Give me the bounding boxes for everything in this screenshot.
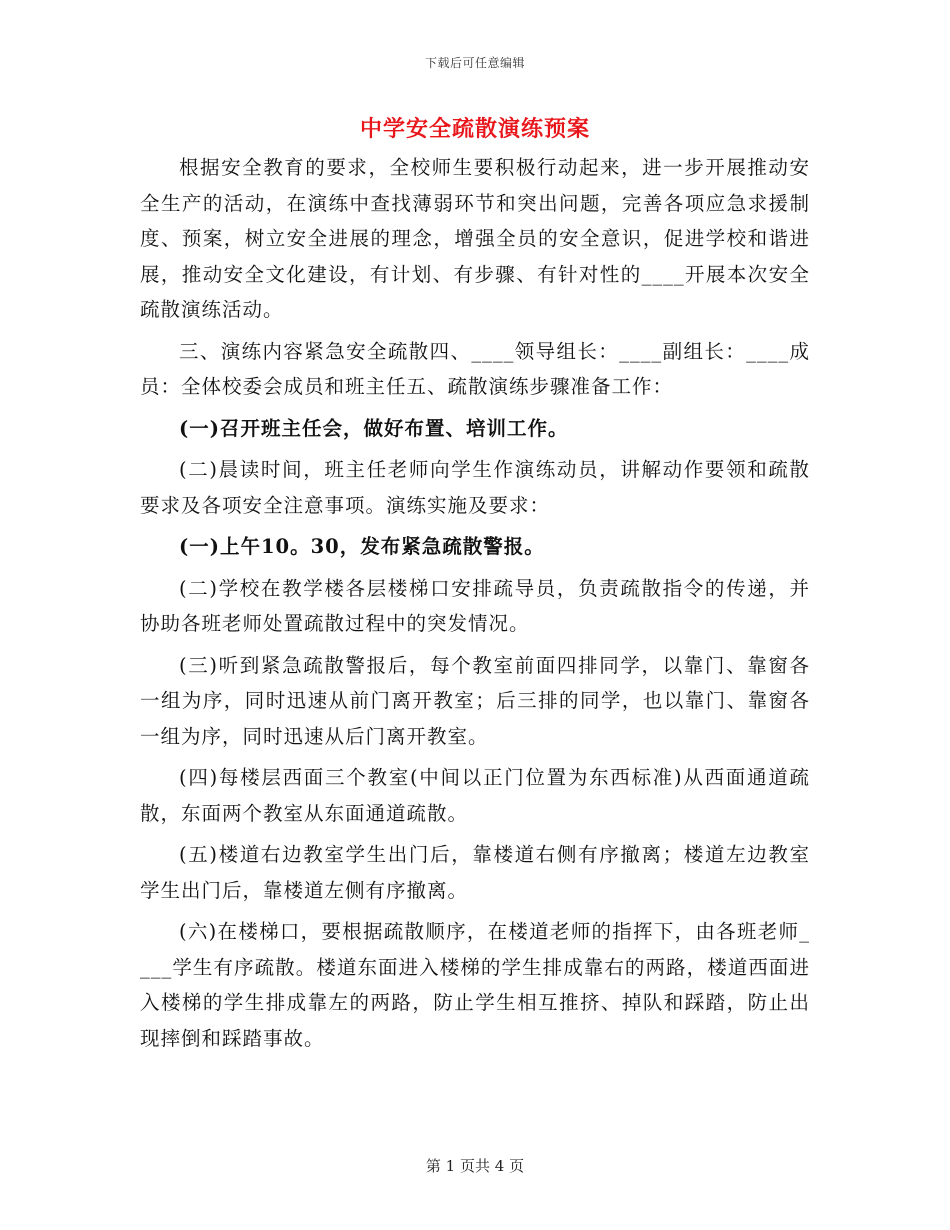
paragraph-step-floor-routes: (四)每楼层西面三个教室(中间以正门位置为东西标准)从西面通道疏散，东面两个教室从东面通道疏散。 <box>140 766 810 825</box>
paragraph-step-guides: (二)学校在教学楼各层楼梯口安排疏导员，负责疏散指令的传递，并协助各班老师处置疏散过程中的突发情况。 <box>140 576 810 635</box>
paragraph-step-mobilize: (二)晨读时间，班主任老师向学生作演练动员，讲解动作要领和疏散要求及各项安全注意事项。演练实施及要求： <box>140 458 810 517</box>
paragraph-step-meeting: (一)召开班主任会，做好布置、培训工作。 <box>179 416 569 440</box>
paragraph-step-corridor: (五)楼道右边教室学生出门后，靠楼道右侧有序撤离；楼道左边教室学生出门后，靠楼道左侧有序撤离。 <box>140 843 810 902</box>
page-footer: 第 1 页共 4 页 <box>425 1157 525 1175</box>
page-header: 下载后可任意编辑 <box>424 56 525 70</box>
document-title: 中学安全疏散演练预案 <box>359 116 590 142</box>
paragraph-step-stairs: (六)在楼梯口，要根据疏散顺序，在楼道老师的指挥下，由各班老师____学生有序疏散。楼道东面进入楼梯的学生排成靠右的两路，楼道西面进入楼梯的学生排成靠左的两路，防止学生相互推挤、掉队和踩踏，防止出现摔倒和踩踏事故。 <box>140 920 810 1050</box>
document-body <box>140 150 810 1056</box>
paragraph-step-exit-order: (三)听到紧急疏散警报后，每个教室前面四排同学，以靠门、靠窗各一组为序，同时迅速从前门离开教室；后三排的同学，也以靠门、靠窗各一组为序，同时迅速从后门离开教室。 <box>140 653 810 748</box>
paragraph-step-alarm: (一)上午10。30，发布紧急疏散警报。 <box>179 535 545 558</box>
paragraph-organization: 三、演练内容紧急安全疏散四、____领导组长：____副组长：____成员：全体校委会成员和班主任五、疏散演练步骤准备工作： <box>140 339 810 398</box>
paragraph-intro: 根据安全教育的要求，全校师生要积极行动起来，进一步开展推动安全生产的活动，在演练中查找薄弱环节和突出问题，完善各项应急求援制度、预案，树立安全进展的理念，增强全员的安全意识，促进学校和谐进展，推动安全文化建设，有计划、有步骤、有针对性的____开展本次安全疏散演练活动。 <box>140 156 810 321</box>
